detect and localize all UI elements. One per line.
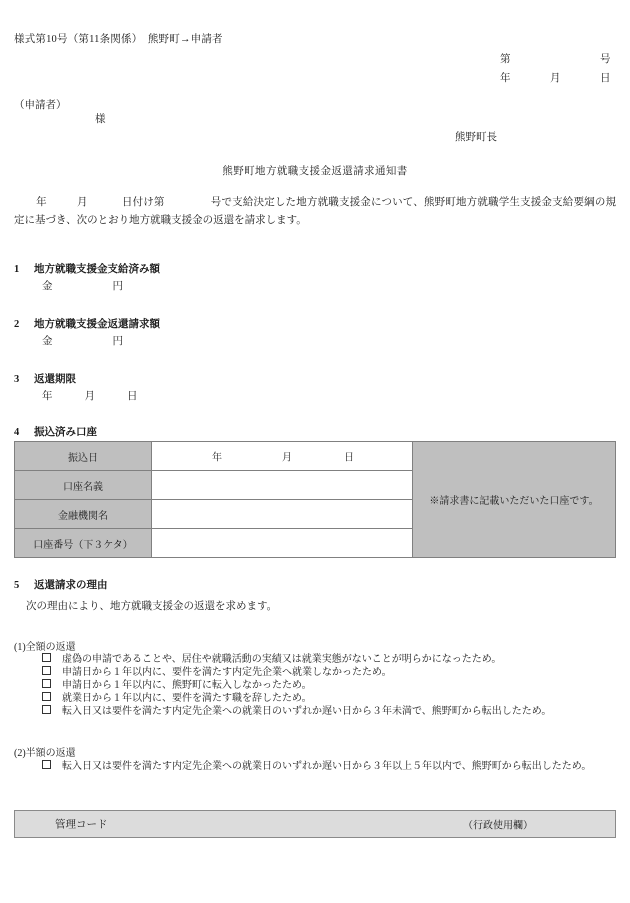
transfer-date-month: 月 <box>282 452 292 464</box>
transfer-date-day: 日 <box>344 452 354 464</box>
account-label-holder-name: 口座名義 <box>15 471 152 500</box>
section-2-title: 地方就職支援金返還請求額 <box>34 319 160 330</box>
section-2-heading <box>14 316 160 331</box>
checkbox-icon[interactable] <box>42 679 51 688</box>
account-value-holder-name[interactable] <box>152 471 413 500</box>
document-title: 熊野町地方就職支援金返還請求通知書 <box>222 166 408 177</box>
account-value-bank-name[interactable] <box>152 500 413 529</box>
reason-text: 就業日から１年以内に、要件を満たす職を辞したため。 <box>62 693 312 704</box>
reason-intro: 次の理由により、地方就職支援金の返還を求めます。 <box>26 601 278 612</box>
footer-bar <box>14 810 616 838</box>
lead-year: 年 <box>36 197 47 208</box>
document-number-suffix: 号 <box>600 54 611 65</box>
issue-date-month: 月 <box>550 73 561 84</box>
deadline-month: 月 <box>84 391 95 402</box>
applicant-honorific: 様 <box>95 114 106 125</box>
section-5-title: 返還請求の理由 <box>34 580 108 591</box>
applicant-label: （申請者） <box>14 100 67 111</box>
section-1-amount-prefix: 金 <box>42 281 53 292</box>
account-table <box>14 441 616 558</box>
checkbox-icon[interactable] <box>42 692 51 701</box>
reason-checkbox-row[interactable] <box>42 760 591 773</box>
reason-text: 転入日又は要件を満たす内定先企業への就業日のいずれか遅い日から３年未満で、熊野町から転出したため。 <box>62 706 552 717</box>
issue-date-row <box>0 70 630 84</box>
account-label-transfer-date: 振込日 <box>15 442 152 471</box>
document-number-row <box>0 51 630 65</box>
reason-text: 申請日から１年以内に、要件を満たす内定先企業へ就業しなかったため。 <box>62 667 392 678</box>
deadline-day: 日 <box>127 391 138 402</box>
account-note: ※請求書に記載いただいた口座です。 <box>413 442 616 558</box>
lead-day-suffix: 日付け第 <box>121 197 165 208</box>
lead-body: 号で支給決定した地方就職支援金について、熊野町地方就職学生支援金支給要綱の規定に基づき、次のとおり地方就職支援金の返還を請求します。 <box>14 197 616 226</box>
section-1-heading <box>14 261 160 276</box>
section-3-deadline <box>42 388 138 403</box>
section-4-title: 振込済み口座 <box>34 427 97 438</box>
checkbox-icon[interactable] <box>42 653 51 662</box>
reason-text: 虚偽の申請であることや、居住や就職活動の実績又は就業実態がないことが明らかになったため。 <box>62 654 502 665</box>
checkbox-icon[interactable] <box>42 760 51 769</box>
document-number-prefix: 第 <box>500 54 511 65</box>
checkbox-icon[interactable] <box>42 705 51 714</box>
checkbox-icon[interactable] <box>42 666 51 675</box>
issuer-name: 熊野町長 <box>455 132 497 143</box>
admin-use-label: （行政使用欄） <box>463 820 533 832</box>
transfer-date-year: 年 <box>212 452 222 464</box>
reason-checkbox-row[interactable] <box>42 679 312 692</box>
management-code-label: 管理コード <box>55 819 108 831</box>
deadline-year: 年 <box>42 391 53 402</box>
account-value-account-number[interactable] <box>152 529 413 558</box>
section-2-amount-suffix: 円 <box>112 336 123 347</box>
section-1-amount-suffix: 円 <box>112 281 123 292</box>
section-3-heading <box>14 371 76 386</box>
section-1-title: 地方就職支援金支給済み額 <box>34 264 160 275</box>
section-2-amount <box>42 333 123 348</box>
transfer-date-fields <box>152 442 412 470</box>
section-3-title: 返還期限 <box>34 374 76 385</box>
reason-text: 申請日から１年以内に、熊野町に転入しなかったため。 <box>62 680 312 691</box>
table-row <box>15 442 616 471</box>
reason-group-2-title: (2)半額の返還 <box>14 748 76 759</box>
reason-text: 転入日又は要件を満たす内定先企業への就業日のいずれか遅い日から３年以上５年以内で、熊野町から転出したため。 <box>62 761 592 772</box>
reason-checkbox-row[interactable] <box>42 692 312 705</box>
issue-date-day: 日 <box>600 73 611 84</box>
section-3-number: 3 <box>14 374 20 385</box>
section-2-amount-prefix: 金 <box>42 336 53 347</box>
reason-group-1-title: (1)全額の返還 <box>14 642 76 653</box>
section-4-number: 4 <box>14 427 20 438</box>
form-number: 様式第10号（第11条関係） 熊野町→申請者 <box>14 34 223 45</box>
account-label-account-number: 口座番号（下３ケタ） <box>15 529 152 558</box>
lead-paragraph <box>14 194 616 230</box>
section-5-heading <box>14 577 108 592</box>
lead-month: 月 <box>76 197 88 208</box>
account-value-transfer-date[interactable] <box>152 442 413 471</box>
section-1-amount <box>42 278 123 293</box>
section-4-heading <box>14 424 97 439</box>
issue-date-year: 年 <box>500 73 511 84</box>
reason-checkbox-row[interactable] <box>42 653 501 666</box>
section-1-number: 1 <box>14 264 20 275</box>
account-label-bank-name: 金融機関名 <box>15 500 152 529</box>
reason-checkbox-row[interactable] <box>42 666 392 679</box>
section-5-number: 5 <box>14 580 20 591</box>
reason-checkbox-row[interactable] <box>42 705 551 718</box>
section-2-number: 2 <box>14 319 20 330</box>
